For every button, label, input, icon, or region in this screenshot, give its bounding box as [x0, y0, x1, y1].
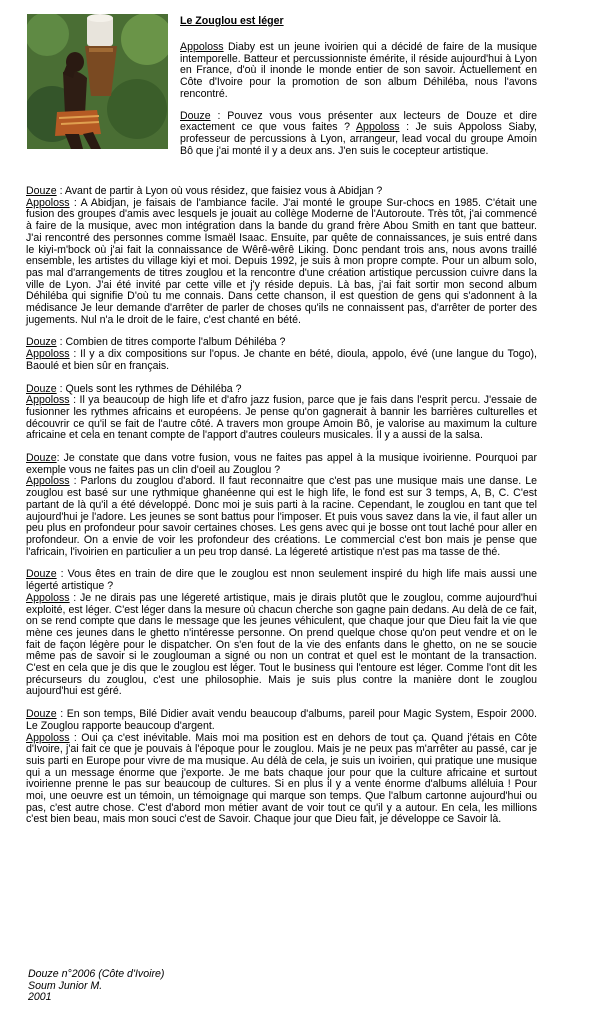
qa-block [26, 453, 537, 558]
answer-speaker[interactable]: Appoloss [26, 394, 70, 407]
answer-text: : Je ne dirais pas une légereté artistique, mais je dirais plutôt que le zouglou, comme aujourd'hui exploité, est léger. C'est léger dans la mesure où chacun cherche son gagne pain dedans. Au delà de ce fait, on se rend compte que dans le message que les jeunes véhiculent, que chaque jour que Dieu fait la vie que mène ces jeunes dans le ghetto n'intéresse personne. On prend quelque chose qu'on peut vendre et on le fait de façon légère pour le dispatcher. On s'en fout de la vie des enfants dans le ghetto, on ne se soucie même pas de savoir si le zouglouman a signé ou non un contrat et quel est le montant de la transaction. C'est en cela que je dis que le zouglou est léger. Tout le business qui l'entoure est léger. Comme l'ont dit les précurseurs du zouglou, c'est une philosophie. Mais je suis plus contre la manière dont le zouglou aujourd'hui est géré. [26, 591, 537, 698]
intro-paragraph [180, 42, 537, 101]
artist-photo [27, 14, 168, 149]
answer-text: : A Abidjan, je faisais de l'ambiance facile. J'ai monté le groupe Sur-chocs en 1985. C'était une fusion des groupes d'amis avec lesquels je jouait au collège Moderne de l'Autoroute. Très tôt, j'ai commencé à faire de la musique, avec mon intégration dans la bande du grand frère Abou Smith en tant que batteur. J'ai rencontré des personnes comme Ismaël Isaac. Ensuite, par quête de connaissances, je suis entré dans le kiyi-m'bock où j'ai fait la connaissance de Wêrê-wêrê Liking. Donc pendant trois ans, nous avons traillé ensemble, les artistes du village kiyi et moi. Depuis 1992, je suis à mon propre compte. Pour un album solo, pas mal d'arrangements de titres zouglou et la rencontre d'une création artistique percussion cuivre dans la ville de Lyon. J'ai été invité par cette ville et j'y réside depuis. Là bas, j'ai fait sortir mon second album Déhiléba qui signifie D'où tu me connais. Dans cette chanson, il est question de gens qui s'adonnent à la médisance Je leur demande d'arrêter de parler de choses qu'ils ne connaissent pas, d'arrêter de porter des jugements. Nul n'a le droit de le faire, c'est chanté en bété. [26, 196, 537, 326]
question-text: : Avant de partir à Lyon où vous résidez, que faisiez vous à Abidjan ? [56, 185, 383, 197]
footer-year: 2001 [28, 991, 52, 1004]
article-footer [28, 969, 164, 1004]
qa-block [26, 384, 537, 443]
question-text: : Pouvez vous vous présenter aux lecteurs de Douze et dire exactement ce que vous faites ? [180, 109, 537, 134]
answer-text: : Je suis Appoloss Siaby, professeur de percussions à Lyon, arrangeur, lead vocal du groupe Amoin Bô que j'ai monté il y a deux ans. J'en suis le cocepteur artistique. [180, 121, 537, 157]
answer-text: : Parlons du zouglou d'abord. Il faut reconnaitre que c'est pas une musique mais une danse. Le zouglou est basé sur une rythmique ghanéenne qui est le high life, le fond est sur 3 temps, A, B, C. C'est partant de là qu'il a été développé. Donc moi je suis parti à la racine. Cependant, le zouglou en tant que tel aujourd'hui je l'adore. Les jeunes se sont battus pour l'imposer. Et puis vous savez dans la vie, il faut aller un peu plus en profondeur pour savoir certaines choses. Les gens avec qui je bosse ont tout laché pour aller en profondeur. On a envie de voir les profondeur des créations. Le commercial c'est bon mais je pense que l'africain, l'ivoirien en particulier a un peu trop dansé. La légereté artistique n'est pas ma tasse de thé. [26, 475, 537, 558]
article-intro [180, 42, 537, 167]
qa-block [26, 186, 537, 326]
answer-speaker[interactable]: Appoloss [355, 121, 400, 134]
interview-body [26, 186, 537, 837]
qa-block [26, 337, 537, 372]
question-speaker[interactable]: Douze [180, 109, 211, 122]
footer-author: Soum Junior M. [28, 979, 103, 992]
answer-speaker[interactable]: Appoloss [26, 475, 70, 488]
answer-text: : Il ya beaucoup de high life et d'afro jazz fusion, parce que je fais dans l'esprit percu. J'essaie de fusionner les rythmes africains et européens. Je pense qu'on gagnerait à bannir les barrières culturelles et découvrir ce qu'il se fait de l'autre côté. A travers mon groupe Amoin Bô, je valorise au maximum la culture africaine et cela en tenant compte de l'apport d'autres couleurs musicales. Il y a aussi de la salsa. [26, 394, 537, 442]
answer-text: : Oui ça c'est inévitable. Mais moi ma position est en dehors de tout ça. Quand j'étais en Côte d'Ivoire, j'ai fait ce que je pouvais à l'époque pour le zouglou. Mais je ne peux pas m'arrêter au passé, car je suis parti en Europe pour vivre de ma musique. Au délà de cela, je suis un ivoirien, qui pratique une musique qui a un message énorme que j'exporte. Je me bats chaque jour pour que la culture africaine et surtout ivoirienne prenne le pas sur beaucoup de cultures. Si en plus il y a vente énorme d'albums alléluia ! Pour moi, une oeuvre est un témoin, un témoignage qui marque son temps. Que l'album cartonne aujourd'hui ou pas, c'est autre chose. C'est d'abord mon métier avant de voir tout ce qu'il y a autour. En cela, les millions c'est bien beau, mais mon souci c'est de Savoir. Chaque jour que Dieu fait, je développe ce Savoir là. [26, 731, 537, 826]
artist-photo-illustration [27, 14, 168, 149]
article-title: Le Zouglou est léger [180, 15, 284, 27]
question-text: : Je constate que dans votre fusion, vous ne faites pas appel à la musique ivoirienne. Pourquoi par exemple vous ne faites pas un clin d'oeil au Zouglou ? [26, 452, 537, 476]
first-exchange [180, 111, 537, 158]
question-speaker[interactable]: Douze [26, 336, 57, 349]
answer-speaker[interactable]: Appoloss [26, 196, 70, 209]
qa-block [26, 569, 537, 698]
intro-text: Diaby est un jeune ivoirien qui a décidé de faire de la musique intemporelle. Batteur et percussionniste émérite, il réside aujourd'hui à Lyon en France, d'où il inonde le monde entier de son savoir. Actuellement en Côte d'Ivoire pour la promotion de son album Déhiléba, nous l'avons rencontré. [180, 41, 537, 100]
question-speaker[interactable]: Douze [26, 568, 57, 581]
question-text: : En son temps, Bilé Didier avait vendu beaucoup d'albums, pareil pour Magic System, Espoir 2000. Le Zouglou rapporte beaucoup d'argent. [26, 708, 537, 732]
answer-speaker[interactable]: Appoloss [26, 348, 70, 361]
question-text: : Combien de titres comporte l'album Déhiléba ? [56, 336, 286, 349]
question-speaker[interactable]: Douze [26, 452, 57, 465]
answer-speaker[interactable]: Appoloss [26, 731, 70, 744]
question-speaker[interactable]: Douze [26, 185, 57, 197]
intro-name-link[interactable]: Appoloss [180, 41, 224, 53]
question-speaker[interactable]: Douze [26, 382, 57, 395]
answer-text: : Il y a dix compositions sur l'opus. Je chante en bété, dioula, appolo, évé (une langue du Togo), Baoulé et bien sûr en français. [26, 348, 537, 372]
footer-source: Douze n°2006 (Côte d'Ivoire) [28, 968, 165, 980]
answer-speaker[interactable]: Appoloss [26, 591, 70, 604]
question-text: : Vous êtes en train de dire que le zouglou est nnon seulement inspiré du high life mais aussi une légerté artistique ? [26, 568, 537, 593]
question-text: : Quels sont les rythmes de Déhiléba ? [56, 382, 242, 395]
question-speaker[interactable]: Douze [26, 708, 57, 721]
qa-block [26, 709, 537, 826]
